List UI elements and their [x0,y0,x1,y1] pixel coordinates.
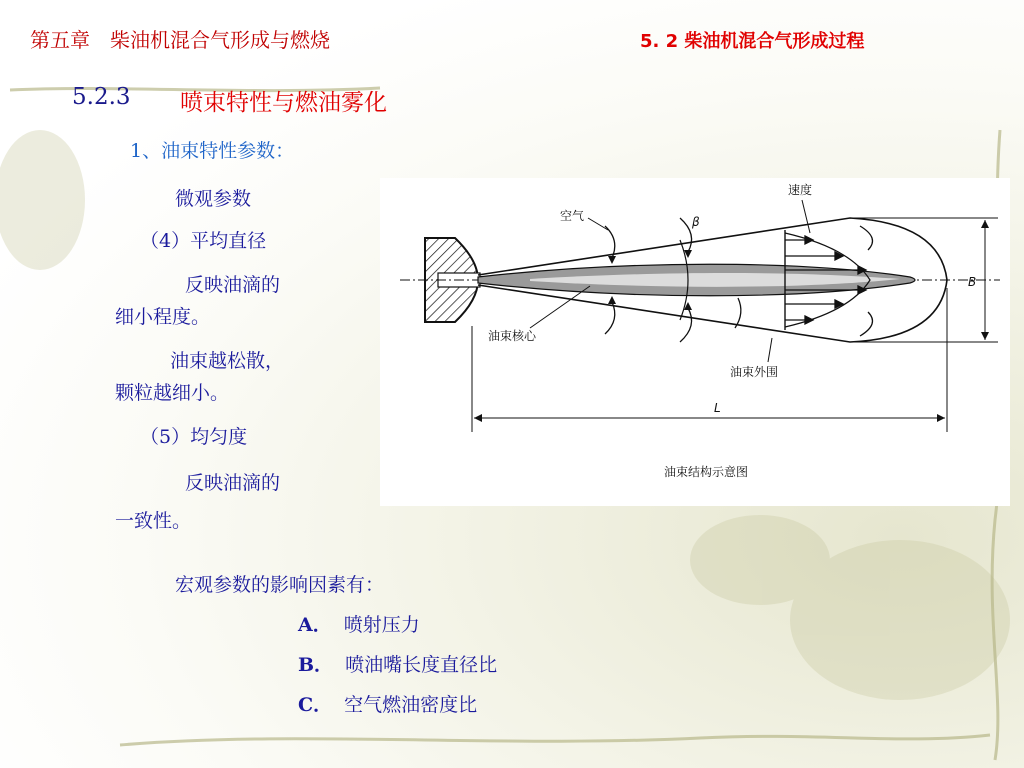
mean-diameter-desc-line2: 细小程度。 [115,306,211,328]
outer-label: 油束外围 [730,365,779,379]
dim-b-label: B [968,275,977,289]
core-leader [530,286,590,328]
factor-text: 空气燃油密度比 [344,694,478,716]
mean-diameter-note-line2: 颗粒越细小。 [115,382,230,404]
speed-leader [802,200,810,233]
factor-item [298,650,497,677]
micro-parameters-label: 微观参数 [175,188,252,210]
dim-l-arrow-left [474,414,482,422]
factor-text: 喷射压力 [343,614,420,636]
uniformity-desc-line1: 反映油滴的 [185,472,281,494]
air-label: 空气 [560,209,585,223]
factor-letter: A． [298,614,332,636]
macro-factors-label: 宏观参数的影响因素有： [175,574,385,596]
factor-letter: C． [298,694,333,716]
dim-l-label: L [714,401,721,415]
subsection-number: 5.2.3 [72,84,131,110]
beta-label: β [692,215,700,229]
uniformity-desc-line2: 一致性。 [115,510,192,532]
factor-text: 喷油嘴长度直径比 [345,654,498,676]
factor-item [298,690,477,717]
dim-b-arrow-bottom [981,332,989,340]
mean-diameter-desc-line1: 反映油滴的 [185,274,281,296]
dim-l-arrow-right [937,414,945,422]
mean-diameter-note-line1: 油束越松散， [170,350,285,372]
speed-label: 速度 [788,183,813,197]
dim-b-arrow-top [981,220,989,228]
core-label: 油束核心 [488,329,537,343]
spray-structure-diagram [380,178,1010,506]
spray-diagram-panel [380,178,1010,506]
parameters-heading: 1、油束特性参数： [130,140,295,162]
subsection-title: 喷束特性与燃油雾化 [180,90,387,116]
mean-diameter-label: （4）平均直径 [140,230,267,252]
section-title: 5. 2 柴油机混合气形成过程 [640,31,865,52]
air-leader [588,218,608,230]
outer-leader [768,338,772,362]
uniformity-label: （5）均匀度 [140,426,248,448]
chapter-title: 第五章 柴油机混合气形成与燃烧 [30,28,330,52]
factor-letter: B． [298,654,334,676]
factor-item [298,610,420,637]
diagram-caption: 油束结构示意图 [664,465,749,479]
